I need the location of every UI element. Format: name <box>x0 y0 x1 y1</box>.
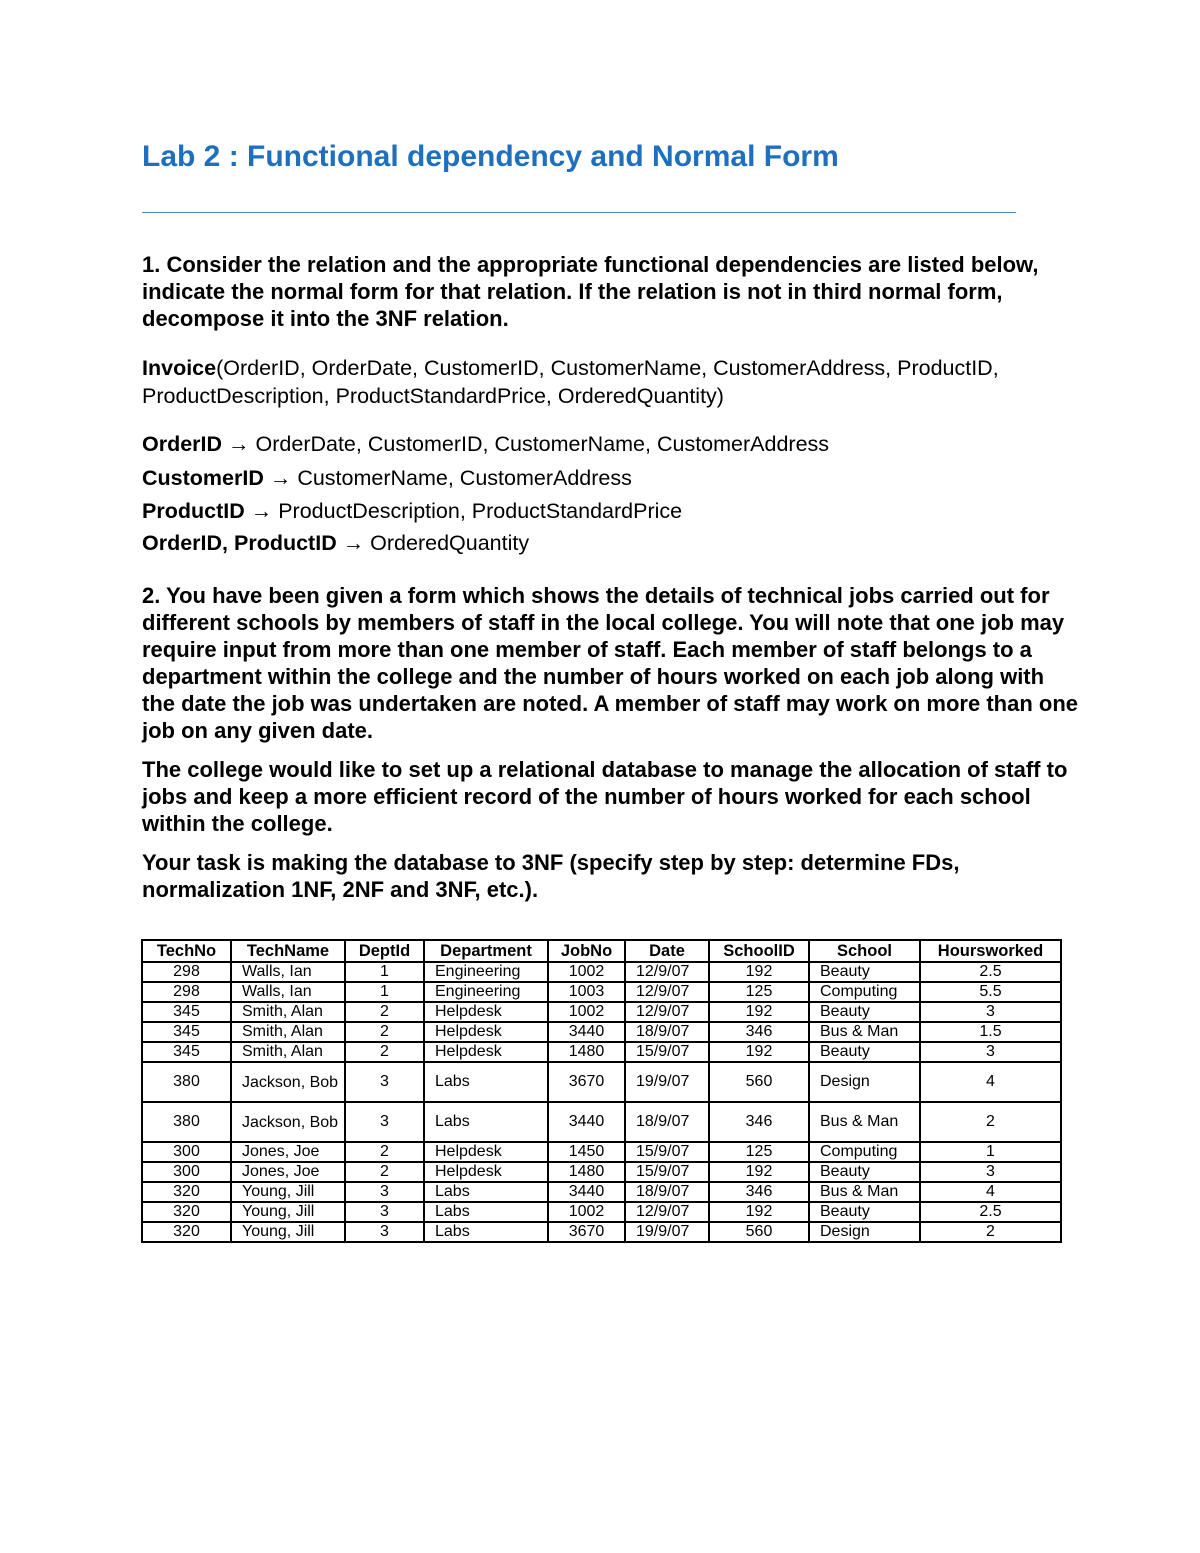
fd-4-rhs: → OrderedQuantity <box>342 531 530 555</box>
table-cell: Helpdesk <box>424 1042 548 1062</box>
table-cell: 2 <box>920 1102 1061 1142</box>
table-cell: Smith, Alan <box>231 1042 345 1062</box>
table-cell: 1002 <box>548 1202 625 1222</box>
table-cell: 298 <box>142 982 231 1002</box>
table-cell: 1450 <box>548 1142 625 1162</box>
question-2-paragraph-2: The college would like to set up a relational database to manage the allocation of staff to jobs and keep a more efficient record of the number of hours worked for each school within the college. <box>142 757 1068 836</box>
table-cell: 5.5 <box>920 982 1061 1002</box>
table-cell: 2 <box>920 1222 1061 1242</box>
table-cell: Walls, Ian <box>231 962 345 982</box>
column-header: DeptId <box>345 940 424 962</box>
table-cell: 345 <box>142 1022 231 1042</box>
table-cell: 298 <box>142 962 231 982</box>
table-cell: 3 <box>345 1062 424 1102</box>
table-cell: 12/9/07 <box>625 962 709 982</box>
table-cell: 125 <box>709 1142 809 1162</box>
table-cell: 345 <box>142 1002 231 1022</box>
table-cell: 12/9/07 <box>625 1202 709 1222</box>
table-cell: 18/9/07 <box>625 1022 709 1042</box>
table-cell: 345 <box>142 1042 231 1062</box>
table-cell: 2 <box>345 1142 424 1162</box>
table-cell: 2 <box>345 1002 424 1022</box>
column-header: TechName <box>231 940 345 962</box>
table-cell: 2.5 <box>920 962 1061 982</box>
table-cell: Jackson, Bob <box>231 1102 345 1142</box>
column-header: Date <box>625 940 709 962</box>
column-header: Hoursworked <box>920 940 1061 962</box>
table-cell: 3 <box>920 1002 1061 1022</box>
table-cell: 3 <box>345 1222 424 1242</box>
table-cell: Bus & Man <box>809 1102 920 1142</box>
table-body <box>142 962 1061 1242</box>
table-cell: 320 <box>142 1202 231 1222</box>
table-cell: 1 <box>345 962 424 982</box>
question-1-prompt: 1. Consider the relation and the appropriate functional dependencies are listed below, indicate the normal form for that relation. If the relation is not in third normal form, decompose it into the 3NF relation. <box>142 252 1039 331</box>
table-cell: Helpdesk <box>424 1022 548 1042</box>
fd-1 <box>142 432 829 457</box>
relation-attributes: (OrderID, OrderDate, CustomerID, CustomerName, CustomerAddress, ProductID, ProductDescription, ProductStandardPrice, OrderedQuantity) <box>142 356 999 408</box>
table-cell: Jackson, Bob <box>231 1062 345 1102</box>
table-cell: 1 <box>920 1142 1061 1162</box>
table-cell: 3440 <box>548 1022 625 1042</box>
table-cell: Young, Jill <box>231 1222 345 1242</box>
table-cell: 192 <box>709 1162 809 1182</box>
table-cell: Jones, Joe <box>231 1142 345 1162</box>
table-cell: Engineering <box>424 982 548 1002</box>
column-header: Department <box>424 940 548 962</box>
table-cell: Young, Jill <box>231 1202 345 1222</box>
relation-name: Invoice <box>142 356 217 380</box>
table-cell: 192 <box>709 1042 809 1062</box>
table-cell: Labs <box>424 1222 548 1242</box>
table-row <box>142 962 1061 982</box>
table-cell: 4 <box>920 1062 1061 1102</box>
table-row <box>142 1022 1061 1042</box>
table-cell: 19/9/07 <box>625 1222 709 1242</box>
table-cell: 15/9/07 <box>625 1162 709 1182</box>
table-cell: Beauty <box>809 1002 920 1022</box>
table-cell: 3440 <box>548 1102 625 1142</box>
table-cell: Labs <box>424 1182 548 1202</box>
fd-2 <box>142 466 632 491</box>
table-cell: 3 <box>920 1042 1061 1062</box>
table-cell: 300 <box>142 1142 231 1162</box>
table-cell: Beauty <box>809 1202 920 1222</box>
table-cell: Helpdesk <box>424 1162 548 1182</box>
column-header: School <box>809 940 920 962</box>
fd-3 <box>142 499 682 524</box>
table-cell: 1480 <box>548 1042 625 1062</box>
table-cell: 192 <box>709 962 809 982</box>
table-cell: 1.5 <box>920 1022 1061 1042</box>
table-cell: Smith, Alan <box>231 1022 345 1042</box>
table-cell: 15/9/07 <box>625 1042 709 1062</box>
relation-definition <box>142 354 1082 410</box>
column-header: SchoolID <box>709 940 809 962</box>
page-title: Lab 2 : Functional dependency and Normal Form <box>142 140 839 173</box>
technical-jobs-table <box>141 939 1062 1243</box>
table-row <box>142 1102 1061 1142</box>
table-cell: 1480 <box>548 1162 625 1182</box>
table-cell: Young, Jill <box>231 1182 345 1202</box>
table-cell: 1 <box>345 982 424 1002</box>
table-row <box>142 1042 1061 1062</box>
table-cell: 560 <box>709 1222 809 1242</box>
table-cell: Labs <box>424 1062 548 1102</box>
table-cell: 15/9/07 <box>625 1142 709 1162</box>
table-cell: 1002 <box>548 962 625 982</box>
table-row <box>142 1202 1061 1222</box>
table-cell: Bus & Man <box>809 1022 920 1042</box>
table-cell: 3670 <box>548 1222 625 1242</box>
column-header: JobNo <box>548 940 625 962</box>
table-cell: Design <box>809 1062 920 1102</box>
fd-3-lhs: ProductID <box>142 499 245 523</box>
fd-4 <box>142 531 529 556</box>
table-cell: 4 <box>920 1182 1061 1202</box>
table-cell: 125 <box>709 982 809 1002</box>
table-cell: Smith, Alan <box>231 1002 345 1022</box>
table-header-row <box>142 940 1061 962</box>
table-cell: 3 <box>345 1102 424 1142</box>
table-cell: Engineering <box>424 962 548 982</box>
table-row <box>142 1002 1061 1022</box>
column-header: TechNo <box>142 940 231 962</box>
table-cell: 2 <box>345 1042 424 1062</box>
fd-2-lhs: CustomerID <box>142 466 264 490</box>
table-cell: Computing <box>809 982 920 1002</box>
table-cell: Computing <box>809 1142 920 1162</box>
table-cell: Bus & Man <box>809 1182 920 1202</box>
table-cell: 192 <box>709 1202 809 1222</box>
table-cell: 1003 <box>548 982 625 1002</box>
table-cell: 320 <box>142 1222 231 1242</box>
fd-4-lhs: OrderID, ProductID <box>142 531 337 555</box>
fd-3-rhs: → ProductDescription, ProductStandardPrice <box>250 499 683 523</box>
table-cell: Beauty <box>809 962 920 982</box>
fd-1-lhs: OrderID <box>142 432 223 456</box>
table-cell: 3 <box>920 1162 1061 1182</box>
table-cell: 2.5 <box>920 1202 1061 1222</box>
table-cell: Design <box>809 1222 920 1242</box>
table-cell: 1002 <box>548 1002 625 1022</box>
table-row <box>142 1162 1061 1182</box>
table-cell: 18/9/07 <box>625 1102 709 1142</box>
table-cell: 346 <box>709 1022 809 1042</box>
table-cell: 560 <box>709 1062 809 1102</box>
table-row <box>142 1182 1061 1202</box>
table-cell: Labs <box>424 1202 548 1222</box>
table-cell: Beauty <box>809 1162 920 1182</box>
table-row <box>142 1142 1061 1162</box>
table-cell: Helpdesk <box>424 1142 548 1162</box>
question-2-paragraph-1: 2. You have been given a form which shows the details of technical jobs carried out for different schools by members of staff in the local college. You will note that one job may require input from more than one member of staff. Each member of staff belongs to a department within the college and the number of hours worked on each job along with the date the job was undertaken are noted. A member of staff may work on more than one job on any given date. <box>142 583 1078 743</box>
table-cell: 346 <box>709 1102 809 1142</box>
table-cell: Walls, Ian <box>231 982 345 1002</box>
table-row <box>142 982 1061 1002</box>
table-cell: 18/9/07 <box>625 1182 709 1202</box>
table-cell: 346 <box>709 1182 809 1202</box>
table-row <box>142 1222 1061 1242</box>
table-cell: 3440 <box>548 1182 625 1202</box>
table-cell: 12/9/07 <box>625 982 709 1002</box>
table-cell: 192 <box>709 1002 809 1022</box>
table-cell: 3 <box>345 1182 424 1202</box>
fd-2-rhs: → CustomerName, CustomerAddress <box>269 466 632 490</box>
table-cell: Helpdesk <box>424 1002 548 1022</box>
table-cell: 19/9/07 <box>625 1062 709 1102</box>
table-row <box>142 1062 1061 1102</box>
question-2-paragraph-3: Your task is making the database to 3NF (specify step by step: determine FDs, normalization 1NF, 2NF and 3NF, etc.). <box>142 850 960 902</box>
table-cell: Beauty <box>809 1042 920 1062</box>
table-cell: 2 <box>345 1162 424 1182</box>
table-cell: 320 <box>142 1182 231 1202</box>
table-cell: 300 <box>142 1162 231 1182</box>
table-cell: 380 <box>142 1102 231 1142</box>
fd-1-rhs: → OrderDate, CustomerID, CustomerName, CustomerAddress <box>228 432 830 456</box>
table-cell: 3670 <box>548 1062 625 1102</box>
table-cell: 380 <box>142 1062 231 1102</box>
table-cell: Labs <box>424 1102 548 1142</box>
table-cell: 12/9/07 <box>625 1002 709 1022</box>
table-cell: 2 <box>345 1022 424 1042</box>
title-divider <box>142 212 1016 213</box>
table-cell: Jones, Joe <box>231 1162 345 1182</box>
table-cell: 3 <box>345 1202 424 1222</box>
